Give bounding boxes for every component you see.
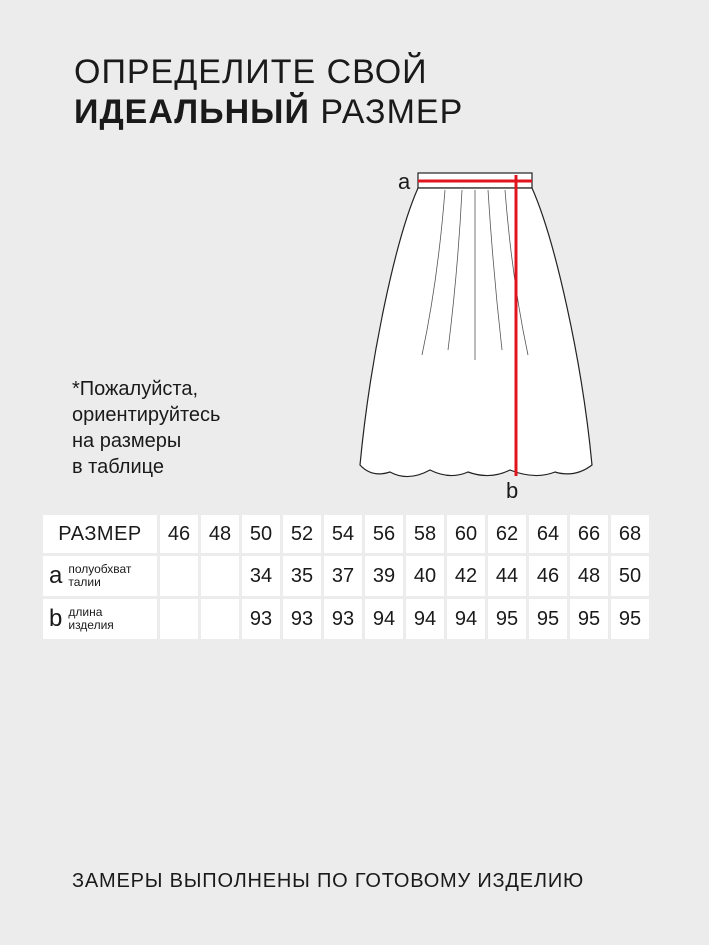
title-line-1: ОПРЕДЕЛИТЕ СВОЙ <box>74 53 428 91</box>
size-cell: 60 <box>447 515 485 553</box>
table-cell: 95 <box>611 599 649 639</box>
table-cell: 95 <box>488 599 526 639</box>
length-row-text-1: длина <box>68 605 103 619</box>
note-line: в таблице <box>72 456 164 478</box>
table-cell: 93 <box>283 599 321 639</box>
skirt-diagram <box>350 160 610 505</box>
table-cell: 95 <box>570 599 608 639</box>
title-rest-word: РАЗМЕР <box>320 93 464 131</box>
table-cell: 93 <box>242 599 280 639</box>
table-cell: 46 <box>529 556 567 596</box>
size-note <box>72 376 220 480</box>
table-cell <box>201 599 239 639</box>
table-cell: 34 <box>242 556 280 596</box>
table-cell: 93 <box>324 599 362 639</box>
length-row-letter: b <box>49 605 63 632</box>
waist-row-letter: a <box>49 562 63 589</box>
length-row-label <box>43 599 157 639</box>
size-cell: 64 <box>529 515 567 553</box>
size-header-label: РАЗМЕР <box>43 515 157 553</box>
note-line: ориентируйтесь <box>72 404 221 426</box>
table-cell: 94 <box>406 599 444 639</box>
size-cell: 56 <box>365 515 403 553</box>
table-cell: 94 <box>447 599 485 639</box>
length-row-text-2: изделия <box>68 618 114 632</box>
table-cell: 95 <box>529 599 567 639</box>
title-line-2 <box>74 92 463 132</box>
table-cell: 37 <box>324 556 362 596</box>
table-cell <box>160 556 198 596</box>
length-row <box>43 599 649 639</box>
label-b: b <box>506 478 519 503</box>
size-cell: 62 <box>488 515 526 553</box>
table-cell: 40 <box>406 556 444 596</box>
note-line: *Пожалуйста, <box>72 378 199 400</box>
table-cell: 42 <box>447 556 485 596</box>
size-cell: 48 <box>201 515 239 553</box>
table-cell: 44 <box>488 556 526 596</box>
title-bold-word: ИДЕАЛЬНЫЙ <box>74 93 310 131</box>
size-cell: 54 <box>324 515 362 553</box>
table-cell: 35 <box>283 556 321 596</box>
page-title <box>74 52 463 132</box>
table-cell: 94 <box>365 599 403 639</box>
waist-row <box>43 556 649 596</box>
waist-row-text-1: полуобхват <box>68 562 132 576</box>
waist-row-label <box>43 556 157 596</box>
size-cell: 58 <box>406 515 444 553</box>
size-cell: 66 <box>570 515 608 553</box>
table-cell: 48 <box>570 556 608 596</box>
footer-note: ЗАМЕРЫ ВЫПОЛНЕНЫ ПО ГОТОВОМУ ИЗДЕЛИЮ <box>72 870 585 892</box>
size-cell: 52 <box>283 515 321 553</box>
size-cell: 50 <box>242 515 280 553</box>
size-cell: 68 <box>611 515 649 553</box>
table-cell: 39 <box>365 556 403 596</box>
size-table <box>40 512 652 642</box>
waist-row-text-2: талии <box>68 575 101 589</box>
table-cell: 50 <box>611 556 649 596</box>
skirt-body <box>360 188 592 477</box>
label-a: a <box>398 169 411 194</box>
note-line: на размеры <box>72 430 182 452</box>
size-header-row <box>43 515 649 553</box>
table-cell <box>201 556 239 596</box>
size-cell: 46 <box>160 515 198 553</box>
table-cell <box>160 599 198 639</box>
